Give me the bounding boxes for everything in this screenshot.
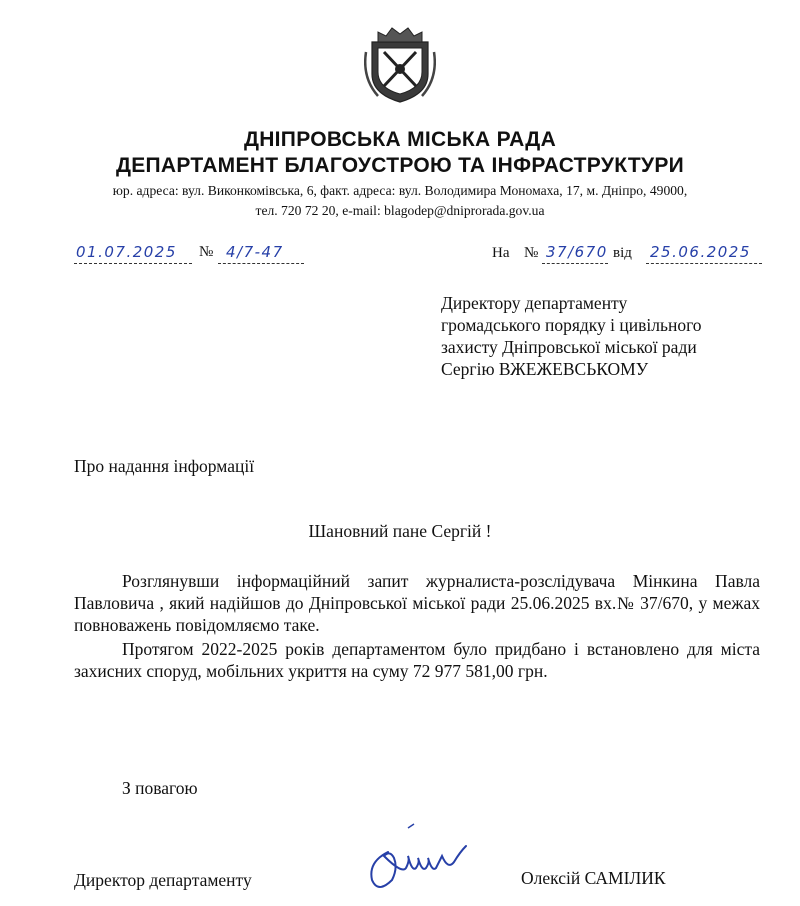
incoming-number: 37/670 (546, 243, 608, 261)
dnipro-coat-of-arms-icon (364, 22, 436, 106)
from-label: від (613, 245, 632, 261)
on-label: На (492, 245, 510, 261)
organization-name: ДНІПРОВСЬКА МІСЬКА РАДА (243, 128, 557, 151)
signer-name: Олексій САМІЛИК (521, 868, 666, 888)
recipient-name: Сергію ВЖЕЖЕВСЬКОМУ (441, 359, 649, 379)
recipient-line: Директору департаменту (441, 293, 628, 313)
outgoing-date: 01.07.2025 (76, 243, 177, 261)
incoming-date: 25.06.2025 (650, 243, 751, 261)
department-name: ДЕПАРТАМЕНТ БЛАГОУСТРОЮ ТА ІНФРАСТРУКТУРИ (115, 154, 685, 177)
incoming-date-underline (646, 263, 762, 264)
subject-line: Про надання інформації (74, 456, 255, 476)
recipient-line: захисту Дніпровської міської ради (441, 337, 697, 357)
outgoing-number: 4/7-47 (226, 243, 284, 261)
body-paragraph: Протягом 2022-2025 років департаментом було придбано і встановлено для міста захисних споруд, мобільних укриття на суму 72 977 581,00 грн. (74, 639, 760, 681)
recipient-line: громадського порядку і цивільного (441, 315, 702, 335)
greeting: Шановний пане Сергій ! (308, 521, 492, 541)
address-line: юр. адреса: вул. Виконкомівська, 6, факт. адреса: вул. Володимира Мономаха, 17, м. Дніпро, 49000, (112, 183, 688, 198)
number-label: № (199, 244, 214, 260)
incoming-number-underline (542, 263, 608, 264)
incoming-number-label: № (524, 245, 539, 261)
outgoing-date-underline (74, 263, 192, 264)
body-paragraph: Розглянувши інформаційний запит журналиста-розслідувача Мінкина Павла Павловича , який надійшов до Дніпровської міської ради 25.06.2025 вх.№ 37/670, у межах повноважень повідомляємо таке. (74, 571, 760, 635)
contact-line: тел. 720 72 20, e-mail: blagodep@dniprorada.gov.ua (255, 203, 545, 218)
closing-regards: З повагою (122, 778, 198, 798)
signer-title: Директор департаменту (74, 870, 252, 890)
outgoing-number-underline (218, 263, 304, 264)
signature-image (358, 822, 473, 900)
